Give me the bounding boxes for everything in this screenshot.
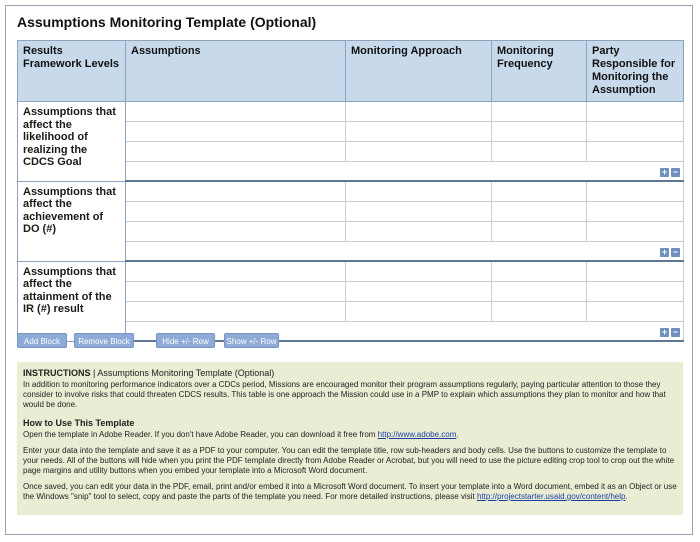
assumption-cell[interactable] [126,122,346,142]
hide-row-button[interactable]: Hide +/- Row [156,333,215,348]
remove-block-button[interactable]: Remove Block [74,333,134,348]
frequency-cell[interactable] [492,122,587,142]
instructions-panel [17,362,683,515]
level-cell-goal[interactable]: Assumptions that affect the likelihood of realizing the CDCS Goal [18,102,126,182]
row-controls-cell [126,162,684,182]
approach-cell[interactable] [346,222,492,242]
party-cell[interactable] [587,302,684,322]
header-row [18,41,684,102]
how-to-title: How to Use This Template [23,418,135,428]
approach-cell[interactable] [346,202,492,222]
approach-cell[interactable] [346,282,492,302]
how-to-step-1-text: Open the template in Adobe Reader. If you don't have Adobe Reader, you can download it free from [23,430,376,439]
add-row-icon[interactable]: + [661,167,668,177]
remove-row-icon[interactable]: − [672,327,679,337]
frequency-cell[interactable] [492,102,587,122]
how-to-step-3-text: Once saved, you can edit your data in the PDF, email, print and/or embed it into a Microsoft Word document. To insert your template into a Word document, embed it as an Object or use the Windows "snip" tool to select, copy and paste the parts of the template you need. For more detailed instructions, please visit [23,482,677,501]
party-cell[interactable] [587,202,684,222]
party-cell[interactable] [587,181,684,202]
add-row-icon[interactable]: + [661,327,668,337]
adobe-link[interactable]: http://www.adobe.com [377,430,457,439]
assumption-cell[interactable] [126,302,346,322]
col-header-frequency: Monitoring Frequency [492,41,587,102]
approach-cell[interactable] [346,261,492,282]
assumption-cell[interactable] [126,202,346,222]
approach-cell[interactable] [346,142,492,162]
assumption-cell[interactable] [126,261,346,282]
instructions-subtitle: Assumptions Monitoring Template (Optional) [97,368,275,378]
level-cell-do[interactable]: Assumptions that affect the achievement of DO (#) [18,181,126,261]
approach-cell[interactable] [346,181,492,202]
add-row-icon[interactable]: + [661,247,668,257]
how-to-step-3 [23,482,677,502]
party-cell[interactable] [587,282,684,302]
approach-cell[interactable] [346,122,492,142]
level-cell-ir[interactable]: Assumptions that affect the attainment of the IR (#) result [18,261,126,341]
instructions-label: INSTRUCTIONS [23,368,91,378]
col-header-approach: Monitoring Approach [346,41,492,102]
page-title: Assumptions Monitoring Template (Optional) [17,14,317,30]
instructions-intro: In addition to monitoring performance indicators over a CDCs period, Missions are encouraged monitor their program assumptions regularly, paying particular attention to those they consider to involve risks that could threaten CDCS results. This table is one approach the Mission could use in a PMP to explain which assumptions they plan to monitor and how that would be done. [23,380,666,409]
party-cell[interactable] [587,142,684,162]
approach-cell[interactable] [346,302,492,322]
how-to-step-1-end: . [456,430,459,439]
frequency-cell[interactable] [492,222,587,242]
assumption-cell[interactable] [126,142,346,162]
show-row-button[interactable]: Show +/- Row [224,333,279,348]
party-cell[interactable] [587,261,684,282]
frequency-cell[interactable] [492,302,587,322]
frequency-cell[interactable] [492,261,587,282]
assumptions-table [17,40,684,342]
assumption-cell[interactable] [126,282,346,302]
row-controls-cell [126,242,684,262]
frequency-cell[interactable] [492,202,587,222]
assumption-cell[interactable] [126,222,346,242]
add-block-button[interactable]: Add Block [17,333,67,348]
party-cell[interactable] [587,122,684,142]
help-link[interactable]: http://projectstarter.usaid.gov/content/help [476,492,626,501]
table-row [18,102,684,122]
approach-cell[interactable] [346,102,492,122]
table-row [18,261,684,282]
how-to-step-1 [23,430,677,440]
how-to-step-2: Enter your data into the template and save it as a PDF to your computer. You can edit the template title, row sub-headers and body cells. Use the buttons to customize the template to your needs. All of the buttons will hide when you print the PDF template directly from Adobe Reader or Acrobat, but you will need to use the picture editing crop tool to crop out the white page margins and utility buttons when you embed your template into a Microsoft Word document. [23,446,675,475]
instructions-heading [23,368,677,378]
how-to-step-3-end: . [625,492,628,501]
remove-row-icon[interactable]: − [672,167,679,177]
assumption-cell[interactable] [126,181,346,202]
frequency-cell[interactable] [492,142,587,162]
remove-row-icon[interactable]: − [672,247,679,257]
party-cell[interactable] [587,222,684,242]
assumption-cell[interactable] [126,102,346,122]
col-header-levels: Results Framework Levels [18,41,126,102]
table-row [18,181,684,202]
frequency-cell[interactable] [492,181,587,202]
frequency-cell[interactable] [492,282,587,302]
col-header-assumptions: Assumptions [126,41,346,102]
col-header-party: Party Responsible for Monitoring the Assumption [587,41,684,102]
instructions-separator: | [93,368,96,378]
party-cell[interactable] [587,102,684,122]
